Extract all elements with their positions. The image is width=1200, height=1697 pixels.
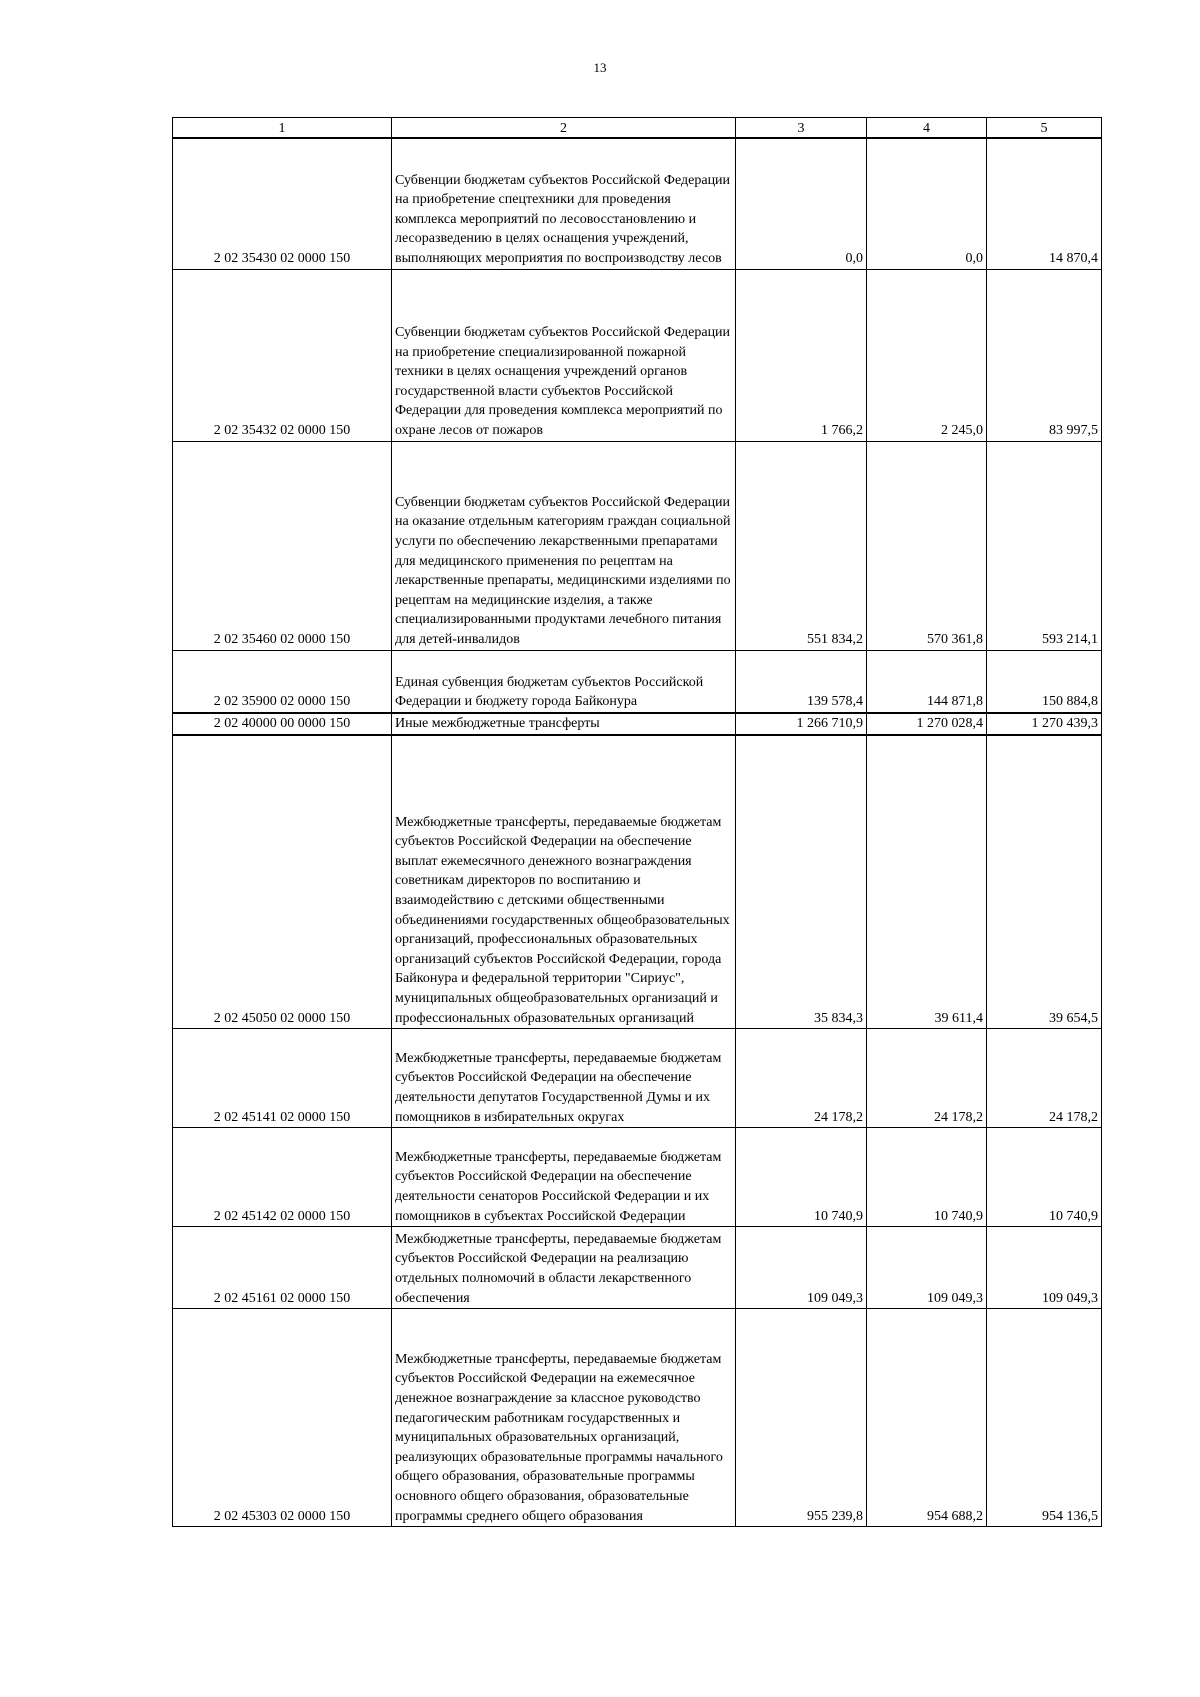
value-col3: 1 766,2 <box>736 269 867 441</box>
table-row <box>173 735 1102 1029</box>
value-col5: 10 740,9 <box>987 1128 1102 1227</box>
value-col5: 109 049,3 <box>987 1227 1102 1309</box>
table-row <box>173 713 1102 735</box>
table-row <box>173 1029 1102 1128</box>
row-description: Межбюджетные трансферты, передаваемые бюджетам субъектов Российской Федерации на реализацию отдельных полномочий в области лекарственного обеспечения <box>392 1227 736 1309</box>
row-description: Межбюджетные трансферты, передаваемые бюджетам субъектов Российской Федерации на обеспечение деятельности сенаторов Российской Федерации и их помощников в субъектах Российской Федерации <box>392 1128 736 1227</box>
value-col5: 83 997,5 <box>987 269 1102 441</box>
value-col3: 24 178,2 <box>736 1029 867 1128</box>
value-col3: 0,0 <box>736 138 867 269</box>
budget-code: 2 02 45050 02 0000 150 <box>173 735 392 1029</box>
budget-code: 2 02 45142 02 0000 150 <box>173 1128 392 1227</box>
budget-code: 2 02 40000 00 0000 150 <box>173 713 392 735</box>
value-col5: 954 136,5 <box>987 1309 1102 1527</box>
value-col5: 39 654,5 <box>987 735 1102 1029</box>
column-header-3: 3 <box>736 118 867 139</box>
table-row <box>173 650 1102 713</box>
row-description: Единая субвенция бюджетам субъектов Российской Федерации и бюджету города Байконура <box>392 650 736 713</box>
row-description: Субвенции бюджетам субъектов Российской Федерации на оказание отдельным категориям граждан социальной услуги по обеспечению лекарственными препаратами для медицинского применения по рецептам на лекарственные препараты, медицинскими изделиями по рецептам на медицинские изделия, а также специализированными продуктами лечебного питания для детей-инвалидов <box>392 441 736 650</box>
budget-table <box>172 117 1102 1527</box>
budget-code: 2 02 35430 02 0000 150 <box>173 138 392 269</box>
header-row <box>173 118 1102 139</box>
table-row <box>173 441 1102 650</box>
budget-code: 2 02 35900 02 0000 150 <box>173 650 392 713</box>
value-col4: 1 270 028,4 <box>867 713 987 735</box>
value-col4: 954 688,2 <box>867 1309 987 1527</box>
value-col3: 139 578,4 <box>736 650 867 713</box>
value-col3: 955 239,8 <box>736 1309 867 1527</box>
table-row <box>173 269 1102 441</box>
budget-code: 2 02 35460 02 0000 150 <box>173 441 392 650</box>
table-row <box>173 138 1102 269</box>
row-description: Межбюджетные трансферты, передаваемые бюджетам субъектов Российской Федерации на обеспечение деятельности депутатов Государственной Думы и их помощников в избирательных округах <box>392 1029 736 1128</box>
row-description: Субвенции бюджетам субъектов Российской Федерации на приобретение специализированной пожарной техники в целях оснащения учреждений органов государственной власти субъектов Российской Федерации для проведения комплекса мероприятий по охране лесов от пожаров <box>392 269 736 441</box>
column-header-5: 5 <box>987 118 1102 139</box>
value-col4: 39 611,4 <box>867 735 987 1029</box>
row-description: Межбюджетные трансферты, передаваемые бюджетам субъектов Российской Федерации на ежемесячное денежное вознаграждение за классное руководство педагогическим работникам государственных и муниципальных образовательных организаций, реализующих образовательные программы начального общего образования, образовательные программы основного общего образования, образовательные программы среднего общего образования <box>392 1309 736 1527</box>
column-header-1: 1 <box>173 118 392 139</box>
table-row <box>173 1128 1102 1227</box>
value-col5: 24 178,2 <box>987 1029 1102 1128</box>
row-description: Субвенции бюджетам субъектов Российской Федерации на приобретение спецтехники для проведения комплекса мероприятий по лесовосстановлению и лесоразведению в целях оснащения учреждений, выполняющих мероприятия по воспроизводству лесов <box>392 138 736 269</box>
column-header-2: 2 <box>392 118 736 139</box>
column-header-4: 4 <box>867 118 987 139</box>
row-description: Иные межбюджетные трансферты <box>392 713 736 735</box>
budget-code: 2 02 35432 02 0000 150 <box>173 269 392 441</box>
table-row <box>173 1227 1102 1309</box>
value-col3: 551 834,2 <box>736 441 867 650</box>
value-col3: 35 834,3 <box>736 735 867 1029</box>
budget-code: 2 02 45161 02 0000 150 <box>173 1227 392 1309</box>
value-col3: 109 049,3 <box>736 1227 867 1309</box>
value-col5: 150 884,8 <box>987 650 1102 713</box>
row-description: Межбюджетные трансферты, передаваемые бюджетам субъектов Российской Федерации на обеспечение выплат ежемесячного денежного вознаграждения советникам директоров по воспитанию и взаимодействию с детскими общественными объединениями государственных общеобразовательных организаций, профессиональных образовательных организаций субъектов Российской Федерации, города Байконура и федеральной территории "Сириус", муниципальных общеобразовательных организаций и профессиональных образовательных организаций <box>392 735 736 1029</box>
value-col3: 1 266 710,9 <box>736 713 867 735</box>
value-col4: 144 871,8 <box>867 650 987 713</box>
value-col4: 570 361,8 <box>867 441 987 650</box>
table-row <box>173 1309 1102 1527</box>
value-col5: 1 270 439,3 <box>987 713 1102 735</box>
budget-code: 2 02 45303 02 0000 150 <box>173 1309 392 1527</box>
value-col3: 10 740,9 <box>736 1128 867 1227</box>
value-col4: 10 740,9 <box>867 1128 987 1227</box>
value-col4: 0,0 <box>867 138 987 269</box>
value-col5: 14 870,4 <box>987 138 1102 269</box>
budget-code: 2 02 45141 02 0000 150 <box>173 1029 392 1128</box>
value-col5: 593 214,1 <box>987 441 1102 650</box>
value-col4: 2 245,0 <box>867 269 987 441</box>
page-number: 13 <box>593 60 607 75</box>
value-col4: 24 178,2 <box>867 1029 987 1128</box>
value-col4: 109 049,3 <box>867 1227 987 1309</box>
